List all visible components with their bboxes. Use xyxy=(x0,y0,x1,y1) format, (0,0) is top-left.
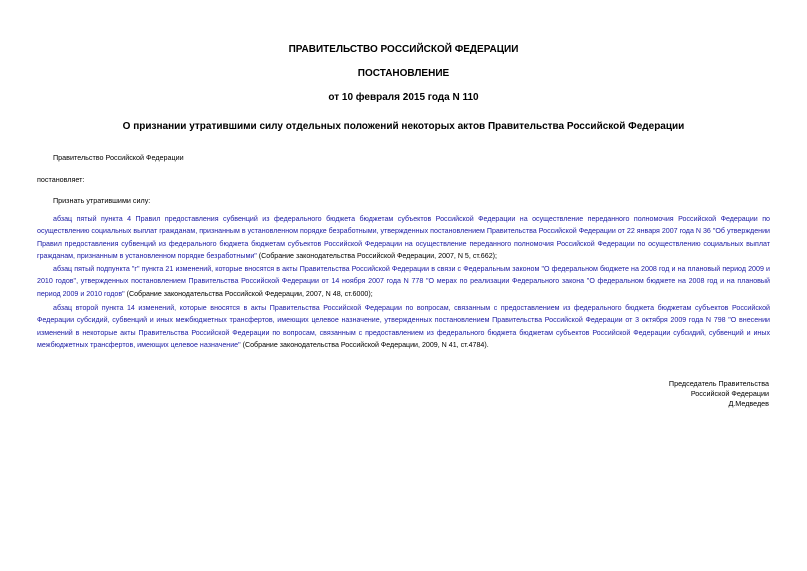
annulled-paragraph-2 xyxy=(37,263,770,300)
decides-text: постановляет: xyxy=(37,175,85,184)
source-citation: (Собрание законодательства Российской Федерации, 2009, N 41, ст.4784). xyxy=(240,340,489,349)
document-type: ПОСТАНОВЛЕНИЕ xyxy=(357,68,450,79)
signature-block xyxy=(669,379,769,410)
document-title: О признании утратившими силу отдельных положений некоторых актов Правительства Российской Федерации xyxy=(122,121,685,132)
intro-text: Правительство Российской Федерации xyxy=(53,153,184,162)
annulled-paragraph-1 xyxy=(37,213,770,262)
signatory-position: Председатель Правительства xyxy=(668,379,769,388)
government-heading: ПРАВИТЕЛЬСТВО РОССИЙСКОЙ ФЕДЕРАЦИИ xyxy=(288,44,519,55)
source-citation: (Собрание законодательства Российской Федерации, 2007, N 5, ст.662); xyxy=(256,251,497,260)
legal-reference-link[interactable]: абзац второй пункта 14 изменений, которые вносятся в акты Правительства Российской Федерации по вопросам, связанным с предоставлением из федерального бюджета бюджетам субъектов Российской Федерации субсидий, субвенций и иных межбюджетных трансфертов, имеющих целевое назначение, утвержденных постановлением Правительства Российской Федерации от 3 октября 2009 года N 798 "О внесении изменений в некоторые акты Правительства Российской Федерации по вопросам, связанным с предоставлением из федерального бюджета бюджетам субъектов Российской Федерации субсидий, субвенций и иных межбюджетных трансфертов, имеющих целевое назначение" xyxy=(37,304,770,349)
signatory-name: Д.Медведев xyxy=(728,399,769,409)
recognize-text: Признать утратившими силу: xyxy=(53,196,151,205)
document-date-number: от 10 февраля 2015 года N 110 xyxy=(328,92,479,103)
legal-reference-link[interactable]: абзац пятый пункта 4 Правил предоставления субвенций из федерального бюджета бюджетам субъектов Российской Федерации на осуществление переданного полномочия Российской Федерации по осуществлению социальных выплат гражданам, признанным в установленном порядке безработными, утвержденных постановлением Правительства Российской Федерации от 22 января 2007 года N 36 "Об утверждении Правил предоставления субвенций из федерального бюджета бюджетам субъектов Российской Федерации на осуществление переданного полномочия Российской Федерации по осуществлению социальных выплат гражданам, признанным в установленном порядке безработными" xyxy=(37,215,770,260)
source-citation: (Собрание законодательства Российской Федерации, 2007, N 48, ст.6000); xyxy=(124,289,373,298)
signatory-organization: Российской Федерации xyxy=(690,389,769,399)
legal-reference-link[interactable]: абзац пятый подпункта "г" пункта 21 изменений, которые вносятся в акты Правительства Российской Федерации в связи с Федеральным законом "О федеральном бюджете на 2008 год и на плановый период 2009 и 2010 годов", утвержденных постановлением Правительства Российской Федерации от 14 ноября 2007 года N 778 "О мерах по реализации Федерального закона "О федеральном бюджете на 2008 год и на плановый период 2009 и 2010 годов" xyxy=(37,265,770,298)
annulled-paragraph-3 xyxy=(37,302,770,351)
